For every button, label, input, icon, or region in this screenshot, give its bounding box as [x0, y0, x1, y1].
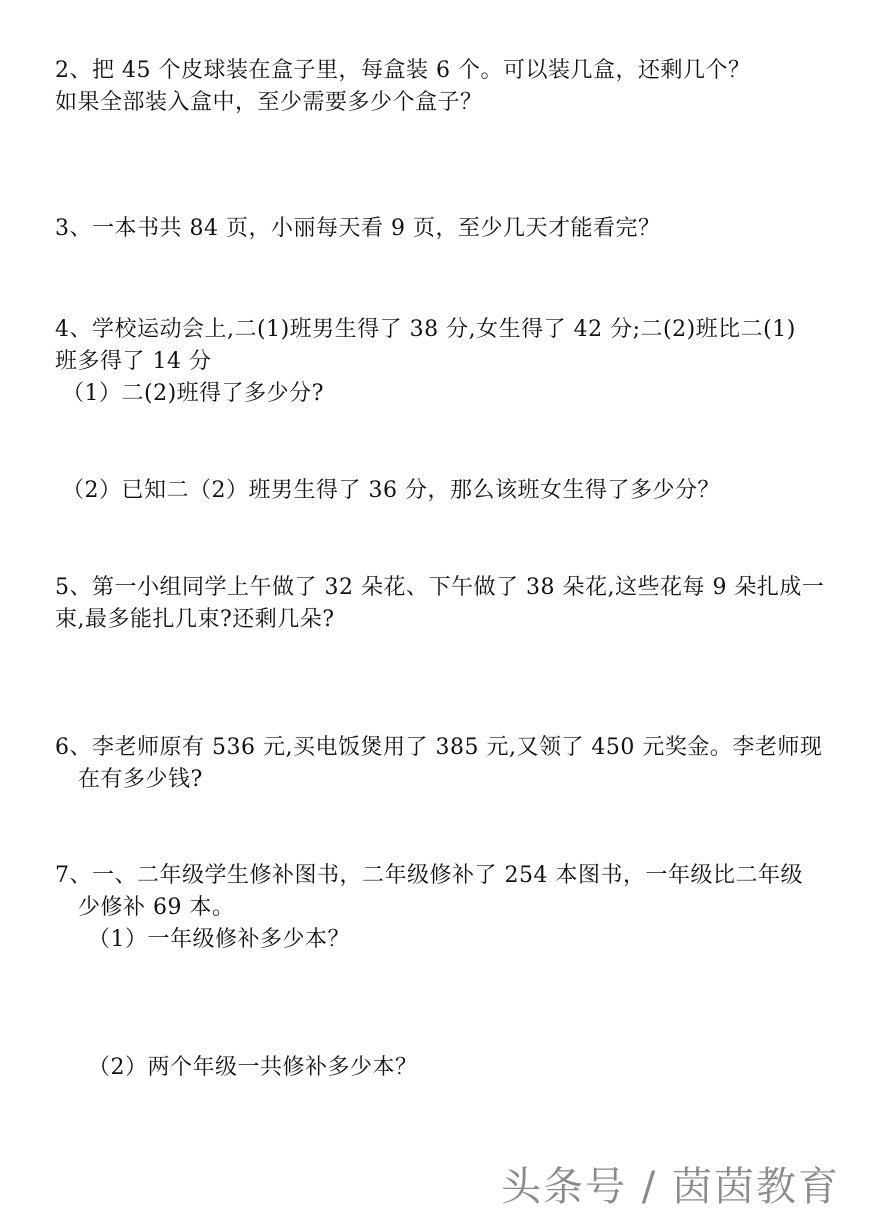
question-4-line-2: 班多得了 14 分	[55, 349, 212, 374]
question-5-line-1: 5、第一小组同学上午做了 32 朵花、下午做了 38 朵花,这些花每 9 朵扎成一	[55, 575, 825, 600]
question-6-line-2: 在有多少钱?	[78, 767, 203, 792]
question-5-line-2: 束,最多能扎几束?还剩几朵?	[55, 607, 335, 632]
question-7-line-1: 7、一、二年级学生修补图书，二年级修补了 254 本图书，一年级比二年级	[55, 863, 803, 888]
question-4-sub-2: （2）已知二（2）班男生得了 36 分，那么该班女生得了多少分？	[62, 478, 720, 503]
question-3-line-1: 3、一本书共 84 页，小丽每天看 9 页，至少几天才能看完？	[55, 216, 661, 241]
question-7-sub-1: （1）一年级修补多少本？	[88, 927, 350, 952]
question-4-line-1: 4、学校运动会上,二(1)班男生得了 38 分,女生得了 42 分;二(2)班比二(1)	[55, 317, 796, 342]
question-4-sub-1: （1）二(2)班得了多少分?	[62, 381, 324, 406]
question-7-sub-2: （2）两个年级一共修补多少本？	[88, 1055, 418, 1080]
watermark: 头条号 / 茵茵教育	[501, 1164, 840, 1210]
question-6-line-1: 6、李老师原有 536 元,买电饭煲用了 385 元,又领了 450 元奖金。李老师现	[55, 735, 823, 760]
question-2-line-1: 2、把 45 个皮球装在盒子里，每盒装 6 个。可以装几盒，还剩几个？	[55, 58, 751, 83]
question-2-line-2: 如果全部装入盒中，至少需要多少个盒子？	[55, 90, 483, 115]
question-7-line-2: 少修补 69 本。	[78, 895, 235, 920]
